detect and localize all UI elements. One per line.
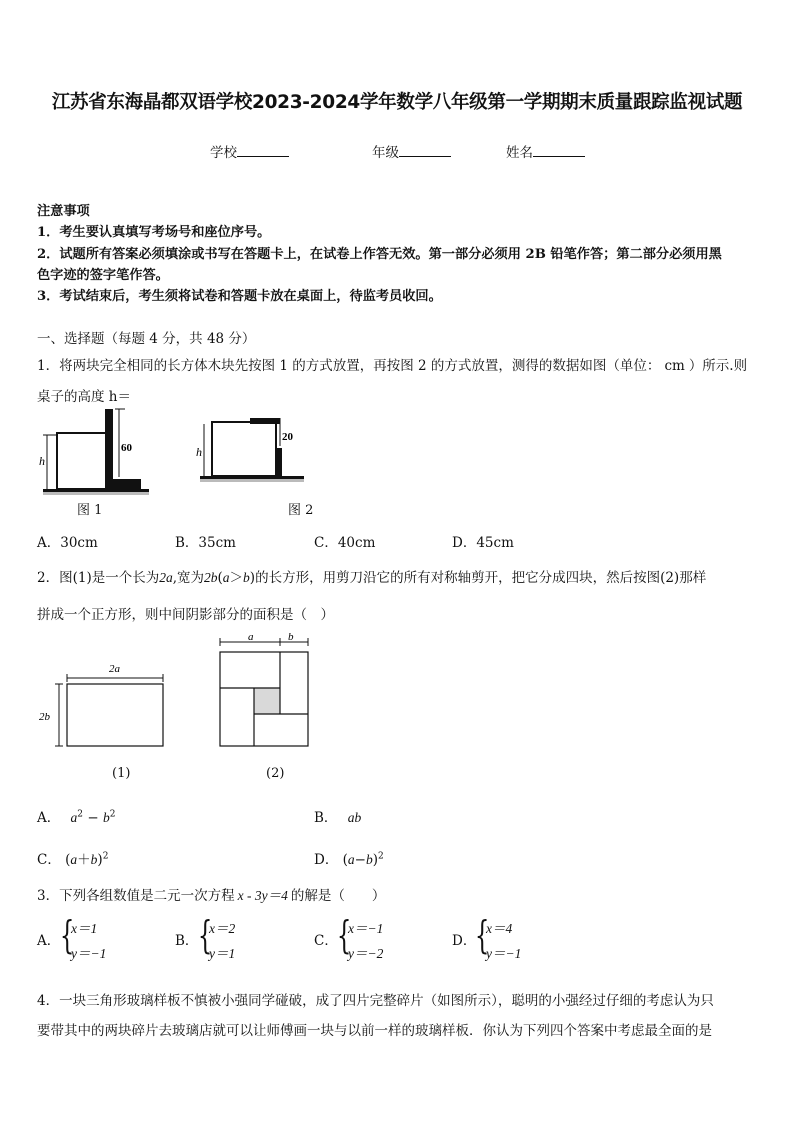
q1-stem-line-1	[37, 354, 747, 374]
q1-stem-text: 1．将两块完全相同的长方体木块先按图 1 的方式放置，再按图 2 的方式放置，测得的数据如图（单位：	[37, 358, 661, 374]
q1-fig2-caption: 图 2	[288, 503, 314, 518]
q2-fig-ref-1: (1)	[72, 570, 92, 586]
school-label: 学校	[210, 145, 237, 161]
q2-option-b-label: B．	[314, 810, 338, 826]
q3-stem-c: 的解是（ ）	[290, 888, 386, 904]
grade-field[interactable]	[372, 141, 451, 161]
page-title: 江苏省东海晶都双语学校2023-2024学年数学八年级第一学期期末质量跟踪监视试题	[51, 92, 743, 113]
brace-icon: {	[59, 913, 75, 957]
notes-item-2-line-2: 色字迹的签字笔作答。	[37, 268, 169, 283]
q2-option-b-expr: ab	[347, 810, 362, 825]
q1-fig1-60-label: 60	[121, 442, 132, 454]
school-field[interactable]	[210, 141, 289, 161]
q2-option-c-label: C．	[37, 852, 61, 868]
brace-icon: {	[197, 913, 213, 957]
notes-heading: 注意事项	[37, 204, 90, 219]
q3-option-d-x: x＝4	[486, 921, 513, 936]
q3-option-c-label: C．	[314, 933, 338, 949]
q2-figure-1	[37, 650, 172, 750]
q2-option-a-label: A．	[37, 810, 61, 826]
q2-stem-d: 的长方形，用剪刀沿它的所有对称轴剪开，把它分成四块，然后按图	[255, 570, 661, 586]
notes-item-3: 3．考试结束后，考生须将试卷和答题卡放在桌面上，待监考员收回。	[37, 289, 442, 304]
q3-option-b-y: y＝1	[209, 946, 236, 961]
q3-option-a-y: y＝−1	[71, 946, 107, 961]
q2-stem-line-1: 2．图(1)是一个长为2a,宽为2b(a＞b)的长方形，用剪刀沿它的所有对称轴剪开，把它分成四块，然后按图(2)那样	[37, 570, 707, 586]
brace-icon: {	[474, 913, 490, 957]
q1-figure-2	[190, 412, 310, 494]
q2-length: 2a	[159, 570, 173, 585]
section-heading: 一、选择题（每题 4 分，共 48 分）	[37, 331, 256, 347]
q2-figure-2	[212, 630, 318, 752]
q2-stem-line-2: 拼成一个正方形，则中间阴影部分的面积是（ ）	[37, 607, 334, 623]
q2-fig2-b-label: b	[288, 631, 294, 643]
q1-option-c[interactable]: C．40cm	[314, 535, 376, 551]
q3-option-c-x: x＝−1	[348, 921, 384, 936]
q1-option-b[interactable]: B．35cm	[175, 535, 236, 551]
q2-fig1-2b-label: 2b	[39, 711, 50, 723]
q2-stem-c: 宽为	[177, 570, 205, 586]
q2-fig2-a-label: a	[248, 631, 254, 643]
q3-equation: x - 3y＝4	[237, 888, 288, 903]
q3-stem-a: 3．下列各组数值是二元一次方程	[37, 888, 235, 904]
q2-fig2-caption: (2)	[266, 766, 285, 781]
q2-fig1-caption: (1)	[112, 766, 131, 781]
q2-stem-e: 那样	[679, 570, 707, 586]
notes-item-2-line-1: 2．试题所有答案必须填涂或书写在答题卡上，在试卷上作答无效。第一部分必须用 2B 铅笔作答；第二部分必须用黑	[37, 247, 722, 262]
q3-option-a-x: x＝1	[71, 921, 98, 936]
q3-option-a-label: A．	[37, 933, 61, 949]
q2-option-d[interactable]	[314, 848, 384, 868]
q2-option-d-label: D．	[314, 852, 339, 868]
q1-option-d[interactable]: D．45cm	[452, 535, 514, 551]
q2-stem-a: 2．图	[37, 570, 73, 586]
name-label: 姓名	[506, 145, 533, 161]
school-blank[interactable]	[237, 144, 289, 157]
q3-option-b-label: B．	[175, 933, 199, 949]
q1-option-a[interactable]: A．30cm	[37, 535, 98, 551]
q2-option-d-expr: $(a-b)^2$	[342, 851, 384, 868]
q2-shaded-square	[254, 688, 280, 714]
grade-label: 年级	[372, 145, 399, 161]
name-field[interactable]	[506, 141, 585, 161]
q1-unit: cm	[664, 358, 685, 374]
grade-blank[interactable]	[399, 144, 451, 157]
q2-stem-b: 是一个长为	[91, 570, 160, 586]
q1-stem-line-2: 桌子的高度 h＝	[37, 389, 131, 405]
q3-option-d-y: y＝−1	[486, 946, 522, 961]
q2-fig-ref-2: (2)	[660, 570, 680, 586]
q3-stem	[37, 884, 385, 904]
q1-fig2-20-label: 20	[282, 431, 293, 443]
q2-condition: (a＞b)	[217, 570, 256, 586]
q2-width: 2b	[204, 570, 218, 585]
q3-option-c-y: y＝−2	[348, 946, 384, 961]
q1-fig2-h-label: h	[196, 445, 202, 459]
q3-option-b-x: x＝2	[209, 921, 236, 936]
q2-option-a-expr: $a^2 - b^2$	[70, 809, 116, 826]
q1-fig1-h-label: h	[39, 454, 45, 468]
q1-stem-end: ）所示.则	[688, 358, 748, 374]
q3-option-d-label: D．	[452, 933, 477, 949]
q2-fig1-2a-label: 2a	[109, 663, 120, 675]
q2-option-b[interactable]	[314, 806, 361, 826]
q4-stem-line-1: 4．一块三角形玻璃样板不慎被小强同学碰破，成了四片完整碎片（如图所示），聪明的小强经过仔细的考虑认为只	[37, 993, 714, 1009]
brace-icon: {	[336, 913, 352, 957]
notes-item-1: 1．考生要认真填写考场号和座位序号。	[37, 225, 271, 240]
q4-stem-line-2: 要带其中的两块碎片去玻璃店就可以让师傅画一块与以前一样的玻璃样板．你认为下列四个答案中考虑最全面的是	[37, 1023, 712, 1039]
name-blank[interactable]	[533, 144, 585, 157]
q2-option-c-expr: $(a+b)^2$	[65, 851, 109, 868]
q2-option-c[interactable]	[37, 848, 108, 868]
q1-fig1-caption: 图 1	[77, 503, 103, 518]
q2-option-a[interactable]	[37, 806, 115, 826]
q1-figure-1	[37, 405, 157, 497]
